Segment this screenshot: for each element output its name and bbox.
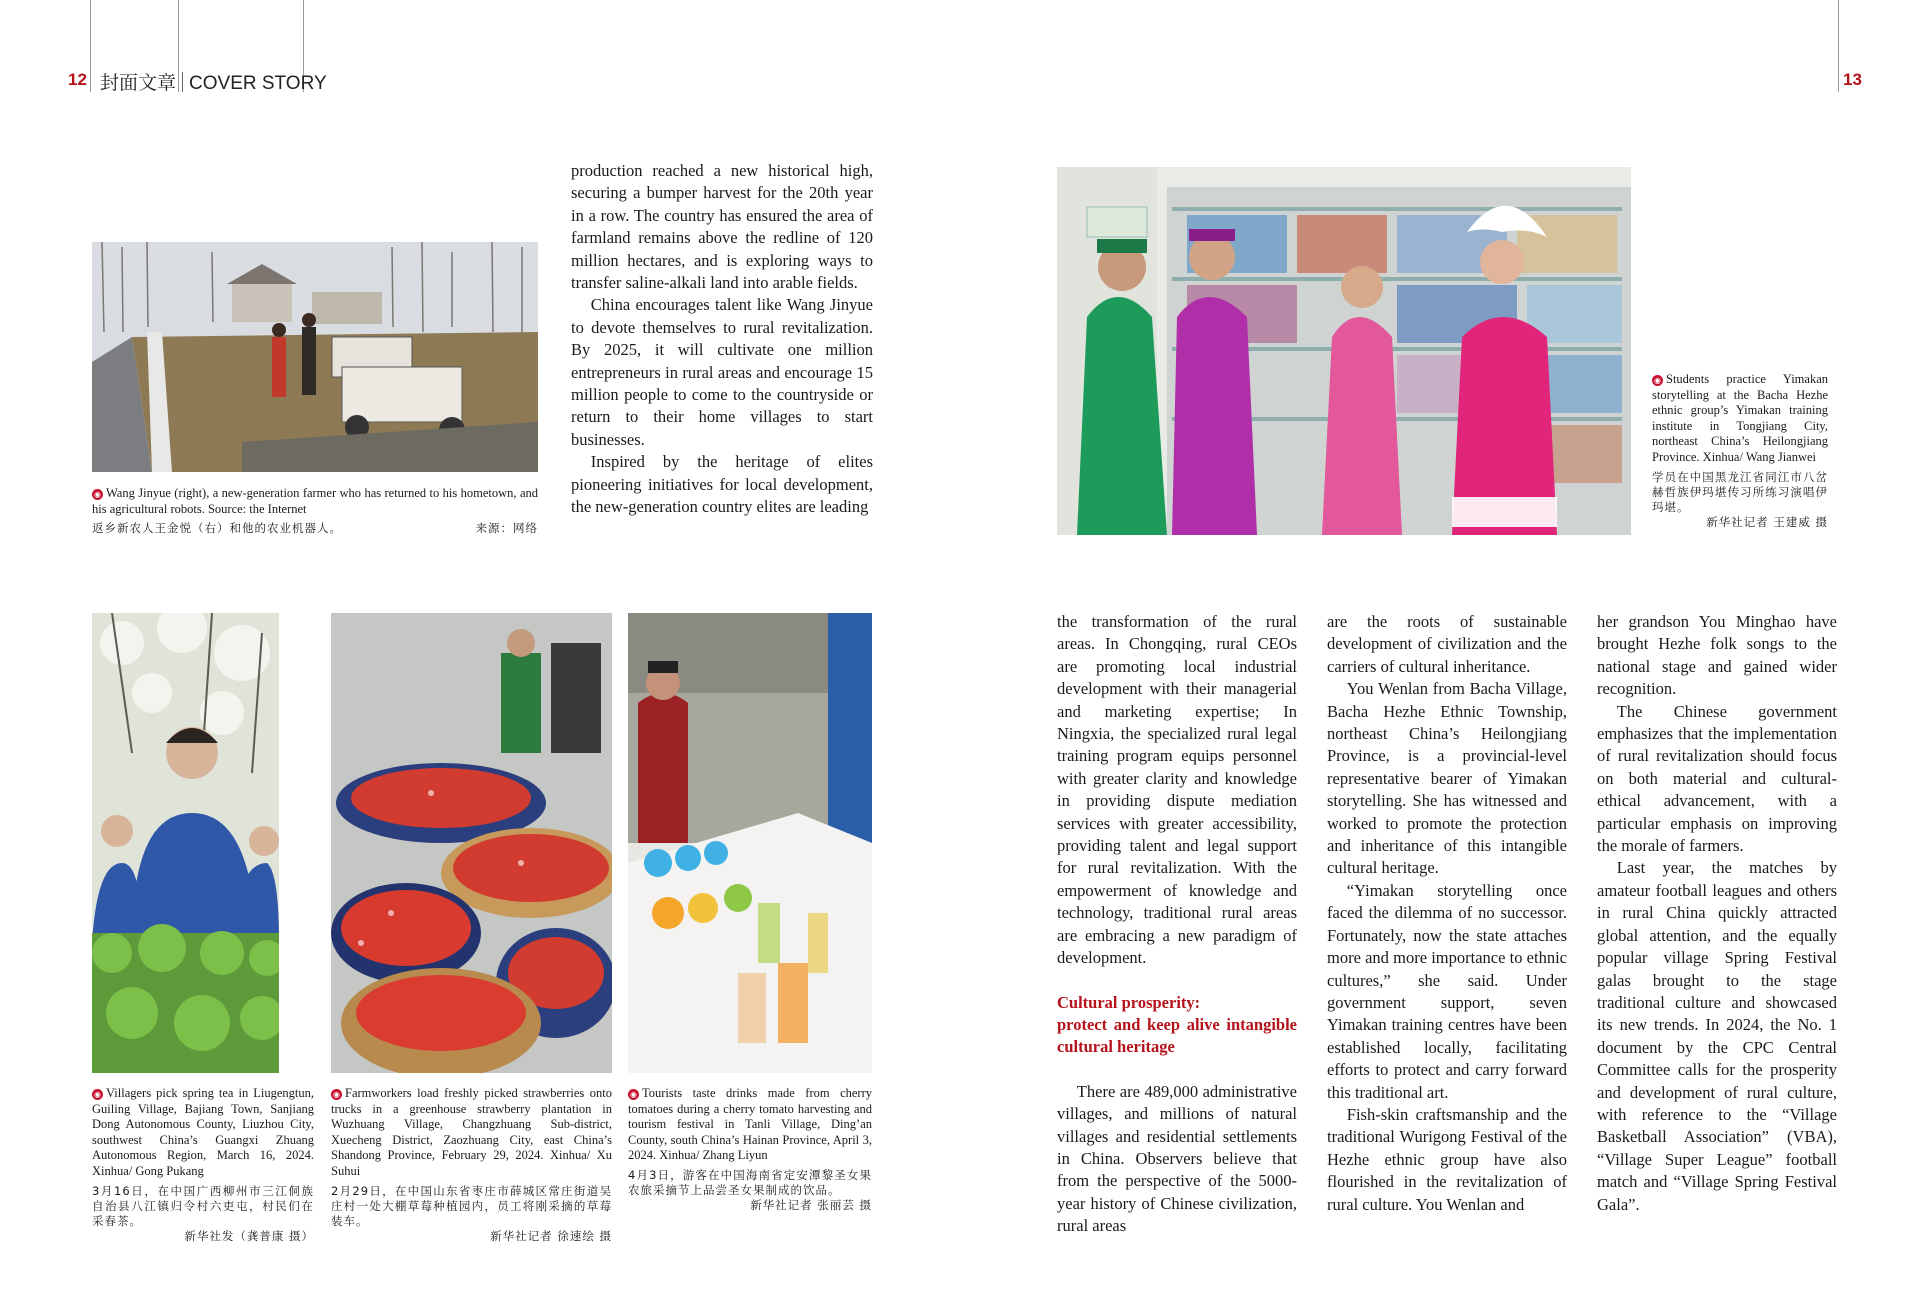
yimakan-caption	[1652, 372, 1828, 530]
page-number-left: 12	[68, 70, 87, 89]
article-paragraph: Fish-skin craftsmanship and the traditional Wurigong Festival of the Hezhe ethnic group have also flourished in the revitalization of rural culture. You Wenlan and	[1327, 1104, 1567, 1214]
tea-caption	[92, 1086, 314, 1244]
article-paragraph: her grandson You Minghao have brought Hezhe folk songs to the national stage and gained wider recognition.	[1597, 612, 1837, 699]
header-rule-left	[90, 0, 91, 92]
strawberry-caption-cn: 2月29日，在中国山东省枣庄市薛城区常庄街道吴庄村一处大棚草莓种植园内，员工将刚采摘的草莓装车。	[331, 1183, 612, 1228]
camera-icon: ◉	[331, 1089, 342, 1100]
yimakan-credit: 新华社记者 王建威 摄	[1706, 514, 1828, 529]
article-paragraph: the transformation of the rural areas. In Chongqing, rural CEOs are promoting local industrial development with their managerial and marketing expertise; In Ningxia, the specialized rural legal training program equips personnel with greater clarity and knowledge in providing dispute mediation services with greater accessibility, providing talent and legal support for rural revitalization. With the empowerment of knowledge and technology, traditional rural areas are embracing a new paradigm of development.	[1057, 612, 1297, 968]
tea-caption-cn: 3月16日，在中国广西柳州市三江侗族自治县八江镇归令村六吏屯，村民们在采春茶。	[92, 1183, 314, 1228]
yimakan-caption-en: Students practice Yimakan storytelling at the Bacha Hezhe ethnic group’s Yimakan training institute in Tongjiang City, northeast China’s Heilongjiang Province. Xinhua/ Wang Jianwei	[1652, 372, 1828, 464]
drinks-photo	[628, 613, 872, 1073]
article-paragraph: Inspired by the heritage of elites pioneering initiatives for local development, the new-generation country elites are leading	[571, 452, 873, 517]
section-title	[100, 68, 327, 95]
strawberry-credit: 新华社记者 徐速绘 摄	[490, 1228, 612, 1243]
article-column-1	[1057, 611, 1297, 1238]
strawberry-caption	[331, 1086, 612, 1244]
camera-icon: ◉	[92, 1089, 103, 1100]
robots-caption	[92, 486, 538, 536]
robots-photo	[92, 242, 538, 472]
section-title-en: COVER STORY	[189, 73, 327, 94]
robots-caption-cn: 返乡新农人王金悦（右）和他的农业机器人。	[92, 521, 342, 536]
tea-photo	[92, 613, 279, 1073]
drinks-caption-cn: 4月3日，游客在中国海南省定安潭黎圣女果农旅采摘节上品尝圣女果制成的饮品。	[628, 1167, 872, 1197]
subheading-line2: protect and keep alive intangible cultural heritage	[1057, 1014, 1297, 1057]
subheading-line1: Cultural prosperity:	[1057, 992, 1201, 1012]
article-paragraph: The Chinese government emphasizes that the implementation of rural revitalization should focus on both material and cultural-ethical advancement, with a particular emphasis on improving the morale of farmers.	[1597, 701, 1837, 856]
article-paragraph: You Wenlan from Bacha Village, Bacha Hezhe Ethnic Township, northeast China’s Heilongjiang Province, is a provincial-level representative bearer of Yimakan storytelling. She has witnessed and worked to promote the protection and inheritance of this intangible cultural heritage.	[1327, 679, 1567, 878]
robots-credit: 来源：网络	[475, 521, 538, 536]
drinks-credit: 新华社记者 张丽芸 摄	[750, 1197, 872, 1212]
strawberry-photo	[331, 613, 612, 1073]
article-paragraph: Last year, the matches by amateur football leagues and others in rural China quickly attracted global attention, and the equally popular village Spring Festival galas brought to the stage traditional culture and showcased its new trends. In 2024, the No. 1 document by the CPC Central Committee calls for the prosperity and development of rural culture, with reference to the “Village Basketball Association” (VBA), “Village Super League” football match and “Village Spring Festival Gala”.	[1597, 858, 1837, 1214]
section-title-cn: 封面文章	[100, 73, 177, 94]
page-number-right: 13	[1843, 70, 1862, 89]
yimakan-caption-cn: 学员在中国黑龙江省同江市八岔赫哲族伊玛堪传习所练习演唱伊玛堪。	[1652, 469, 1828, 514]
article-paragraph: “Yimakan storytelling once faced the dilemma of no successor. Fortunately, now the state attaches more and more importance to ethnic cultures,” she said. Under government support, seven Yimakan training centres have been established locally, facilitating efforts to protect and carry forward this traditional art.	[1327, 880, 1567, 1102]
article-paragraph: China encourages talent like Wang Jinyue to devote themselves to rural revitalization. By 2025, it will cultivate one million entrepreneurs in rural areas and encourage 15 million people to come to the countryside or return to their home villages to start businesses.	[571, 295, 873, 449]
tea-credit: 新华社发（龚普康 摄）	[184, 1228, 314, 1243]
article-column-3	[1597, 611, 1837, 1216]
article-column-2	[1327, 611, 1567, 1216]
subheading	[1057, 992, 1297, 1059]
strawberry-caption-en: Farmworkers load freshly picked strawberries onto trucks in a greenhouse strawberry plantation in Wuzhuang Village, Changzhuang Sub-district, Xuecheng District, Zaozhuang City, east China’s Shandong Province, February 29, 2024. Xinhua/ Xu Suhui	[331, 1086, 612, 1178]
article-paragraph: are the roots of sustainable development of civilization and the carriers of cultural inheritance.	[1327, 612, 1567, 676]
camera-icon: ◉	[628, 1089, 639, 1100]
header-rule-page13	[1838, 0, 1839, 92]
camera-icon: ◉	[1652, 375, 1663, 386]
article-paragraph: There are 489,000 administrative villages, and millions of natural villages and residential settlements in China. Observers believe that from the perspective of the 5000-year history of Chinese civilization, rural areas	[1057, 1081, 1297, 1236]
tea-caption-en: Villagers pick spring tea in Liugengtun, Guiling Village, Bajiang Town, Sanjiang Dong Autonomous County, Liuzhou City, southwest China’s Guangxi Zhuang Autonomous Region, March 16, 2024. Xinhua/ Gong Pukang	[92, 1086, 314, 1178]
camera-icon: ◉	[92, 489, 103, 500]
article-paragraph: production reached a new historical high, securing a bumper harvest for the 20th year in a row. The country has ensured the area of farmland remains above the redline of 120 million hectares, and is exploring ways to transfer saline-alkali land into arable fields.	[571, 161, 873, 293]
article-column-top	[571, 160, 873, 519]
robots-caption-en: Wang Jinyue (right), a new-generation farmer who has returned to his hometown, and his agricultural robots. Source: the Internet	[92, 486, 538, 516]
drinks-caption	[628, 1086, 872, 1214]
drinks-caption-en: Tourists taste drinks made from cherry tomatoes during a cherry tomato harvesting and tourism festival in Tanli Village, Ding’an County, south China’s Hainan Province, April 3, 2024. Xinhua/ Zhang Liyun	[628, 1086, 872, 1163]
yimakan-photo	[1057, 167, 1631, 535]
